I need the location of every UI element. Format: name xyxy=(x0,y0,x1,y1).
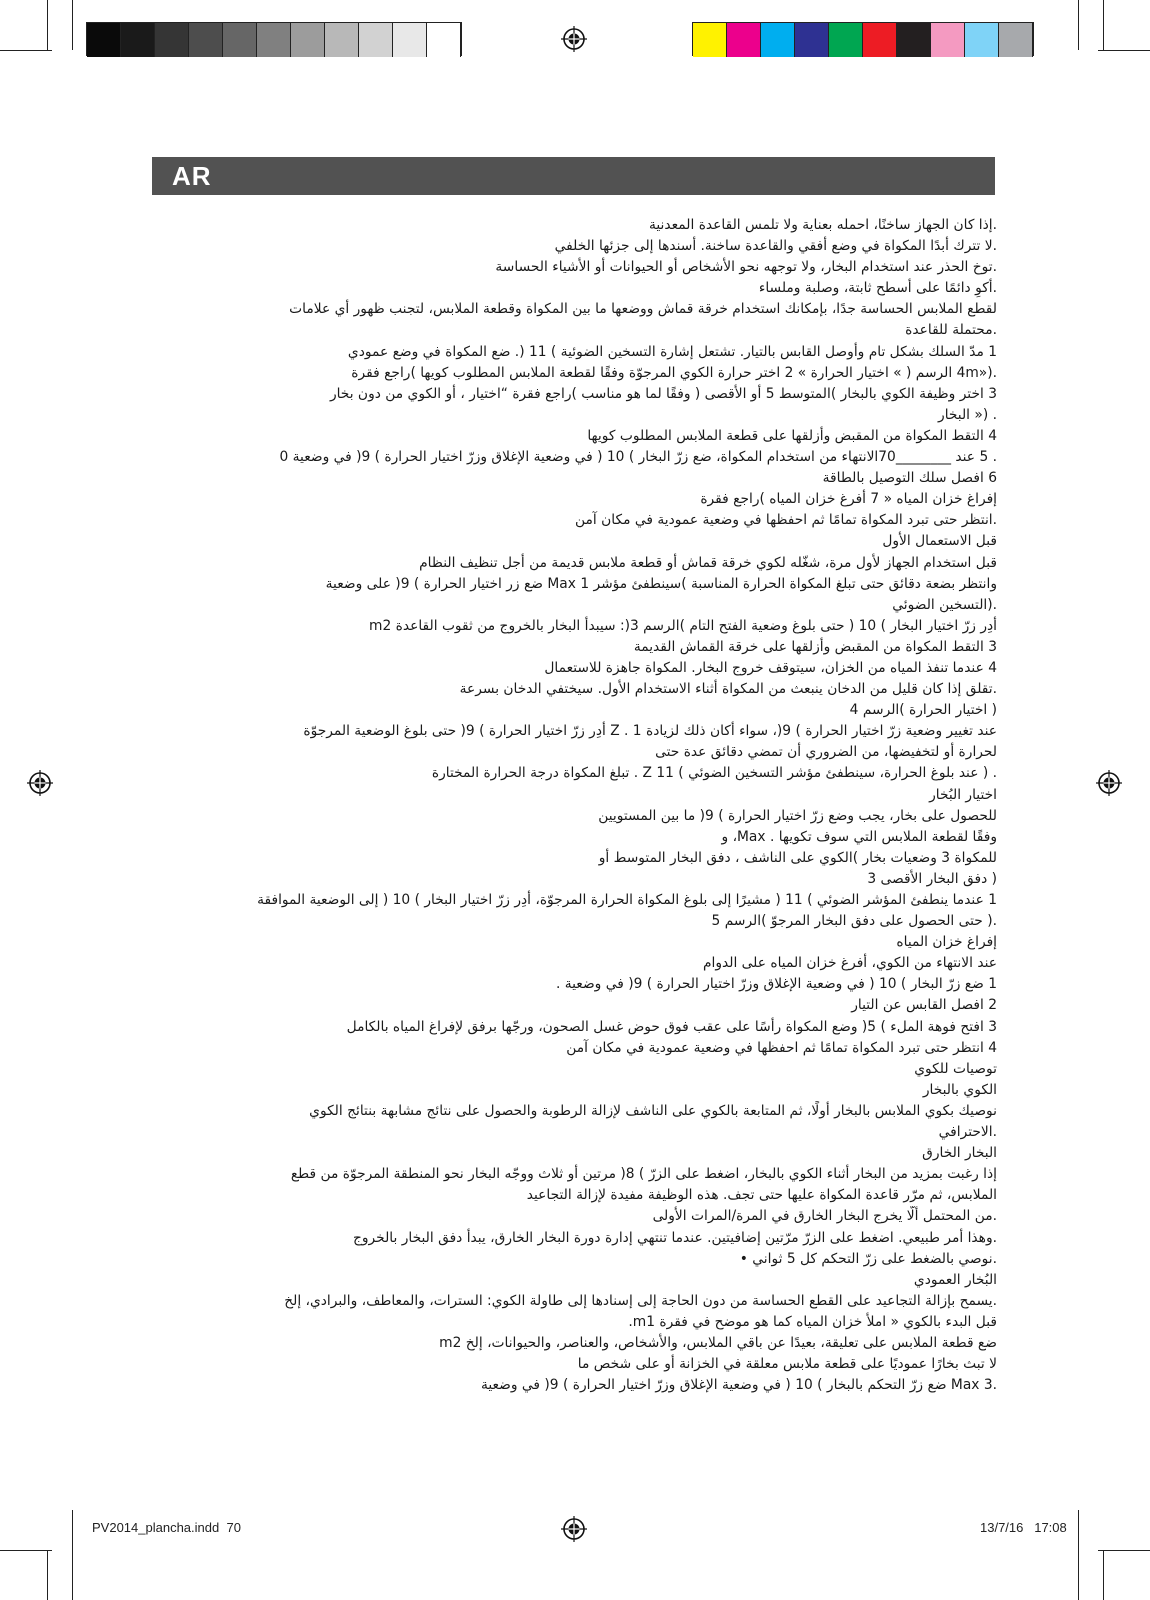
text-line: عند تغيير وضعية زرّ اختيار الحرارة ) 9(، سواء أكان ذلك لزيادة Z . 1 أدِر زرّ اختيار الحرارة ) 9( حتى بلوغ الوضعية المرجوّة xyxy=(303,723,997,740)
grayscale-swatch xyxy=(291,23,325,57)
text-line: 1 عندما ينطفئ المؤشر الضوئي ) 11 ( مشيرًا إلى بلوغ المكواة الحرارة المرجوّة، أدِر زرّ اختيار البخار ) 10 ( إلى الوضعية الموافقة xyxy=(257,892,997,908)
text-line: 4 التقط المكواة من المقبض وأزلقها على قطعة الملابس المطلوب كويها xyxy=(587,427,997,444)
text-line: إذا رغبت بمزيد من البخار أثناء الكوي بالبخار، اضغط على الزرّ ) 8( مرتين أو ثلاث ووجّه البخار نحو المنطقة المرجوّة من قطع xyxy=(290,1166,997,1183)
grayscale-swatch xyxy=(359,23,393,57)
text-line: إفراغ خزان المياه « 7 أفرغ خزان المياه )راجع فقرة xyxy=(700,491,997,508)
instructions-body xyxy=(232,215,997,1396)
text-line: .(التسخين الضوئي xyxy=(892,596,997,613)
process-color-swatch xyxy=(965,23,999,57)
footer-filename: PV2014_plancha.indd xyxy=(92,1520,220,1535)
footer-timestamp-group xyxy=(980,1520,1067,1535)
text-line: . ( عند بلوغ الحرارة، سينطفئ مؤشر التسخين الضوئي ) Z 11 . تبلغ المكواة درجة الحرارة المختارة xyxy=(431,765,997,782)
text-line: .محتملة للقاعدة xyxy=(905,322,997,339)
crop-mark-top-right-h xyxy=(1098,50,1150,51)
text-line: وانتظر بضعة دقائق حتى تبلغ المكواة الحرارة المناسبة )سينطفئ مؤشر Max 1 ضع زر اختيار الحرارة ) 9( على وضعية xyxy=(325,575,997,592)
text-line: إفراغ خزان المياه xyxy=(896,934,997,951)
grayscale-swatch xyxy=(87,23,121,57)
text-line: 3 التقط المكواة من المقبض وأزلقها على خرقة القماش القديمة xyxy=(633,638,997,655)
text-line: . (« البخار xyxy=(938,406,997,423)
text-line: ضع قطعة الملابس على تعليقة، بعيدًا عن باقي الملابس، والأشخاص، والعناصر، والحيوانات، إلخ m2 xyxy=(439,1334,997,1351)
text-line: قبل البدء بالكوي « املأ خزان المياه كما هو موضح في فقرة m1. xyxy=(628,1313,997,1330)
text-line: .الاحترافي xyxy=(938,1124,997,1141)
text-line: .( حتى الحصول على دفق البخار المرجوّ )الرسم 5 xyxy=(711,913,997,930)
text-line: اختيار البُخار xyxy=(929,786,997,803)
footer-filename-group xyxy=(92,1520,241,1535)
footer-page-number: 70 xyxy=(226,1520,241,1535)
footer-time: 17:08 xyxy=(1034,1520,1067,1535)
text-line: قبل الاستعمال الأول xyxy=(882,533,997,550)
footer-date: 13/7/16 xyxy=(980,1520,1024,1535)
text-line: .من المحتمل ألّا يخرج البخار الخارق في المرة/المرات الأولى xyxy=(652,1208,997,1225)
text-line: .(«4m الرسم ( » اختيار الحرارة » 2 اختر حرارة الكوي المرجوّة وفقًا لقطعة الملابس المطلوب كويها )راجع فقرة xyxy=(351,364,997,381)
process-color-swatch xyxy=(863,23,897,57)
text-line: الكوي بالبخار xyxy=(922,1081,997,1098)
crop-mark-bottom-left-v xyxy=(72,1510,73,1600)
text-line: لقطع الملابس الحساسة جدًا، بإمكانك استخدام خرقة قماش ووضعها ما بين المكواة وقطعة الملابس، لتجنب ظهور أي علامات xyxy=(289,301,997,318)
crop-mark-bottom-right-h xyxy=(1098,1550,1150,1551)
crop-mark-top-right-v2 xyxy=(1103,0,1104,50)
text-line: توصيات للكوي xyxy=(914,1060,997,1077)
process-color-swatch xyxy=(795,23,829,57)
grayscale-swatch xyxy=(121,23,155,57)
process-color-swatch xyxy=(897,23,931,57)
registration-mark-left xyxy=(27,770,53,796)
text-line: نوصيك بكوي الملابس بالبخار أولًا، ثم المتابعة بالكوي على الناشف لإزالة الرطوبة والحصول على نتائج مشابهة بنتائج الكوي xyxy=(309,1102,997,1119)
crop-mark-top-right-v xyxy=(1078,0,1079,50)
text-line: لحرارة أو لتخفيضها، من الضروري أن تمضي دقائق عدة حتى xyxy=(655,744,997,761)
text-line: 4 عندما تنفذ المياه من الخزان، سيتوقف خروج البخار. المكواة جاهزة للاستعمال xyxy=(544,659,997,676)
text-line: 3 افتح فوهة الملء ) 5( وضع المكواة رأسًا على عقب فوق حوض غسل الصحون، ورجّها برفق لإفراغ المياه بالكامل xyxy=(346,1018,997,1035)
text-line: البُخار العمودي xyxy=(913,1271,997,1288)
process-color-swatch xyxy=(761,23,795,57)
text-line: .انتظر حتى تبرد المكواة تمامًا ثم احفظها في وضعية عمودية في مكان آمن xyxy=(575,512,997,529)
grayscale-color-bar xyxy=(86,22,462,56)
grayscale-swatch xyxy=(257,23,291,57)
text-line: .توخ الحذر عند استخدام البخار، ولا توجهه نحو الأشخاص أو الحيوانات أو الأشياء الحساسة xyxy=(495,259,997,276)
text-line: .Max 3 ضع زرّ التحكم بالبخار ) 10 ( في وضعية الإغلاق وزرّ اختيار الحرارة ) 9( في وضعية xyxy=(480,1377,997,1394)
text-line: للحصول على بخار، يجب وضع زرّ اختيار الحرارة ) 9( ما بين المستويين xyxy=(598,807,997,824)
text-line: وفقًا لقطعة الملابس التي سوف تكويها . Max، و xyxy=(721,828,997,845)
text-line: البخار الخارق xyxy=(922,1145,997,1162)
text-line: 2 افصل القابس عن التيار xyxy=(851,997,997,1014)
language-code: AR xyxy=(172,161,212,191)
text-line: .تقلق إذا كان قليل من الدخان ينبعث من المكواة أثناء الاستخدام الأول. سيختفي الدخان بسرعة xyxy=(459,681,997,698)
text-line: . 5 عند ________70الانتهاء من استخدام المكواة، ضع زرّ البخار ) 10 ( في وضعية الإغلاق وزرّ اختيار الحرارة ) 9( في وضعية 0 xyxy=(279,449,997,466)
text-line: ( دفق البخار الأقصى 3 xyxy=(867,870,997,887)
crop-mark-top-left-v2 xyxy=(72,0,73,50)
text-line: أدِر زرّ اختيار البخار ) 10 ( حتى بلوغ وضعية الفتح التام )الرسم 3(: سيبدأ البخار بالخروج من ثقوب القاعدة m2 xyxy=(369,617,997,634)
text-line: 3 اختر وظيفة الكوي بالبخار )المتوسط 5 أو الأقصى ( وفقًا لما هو مناسب )راجع فقرة “اختيار ، أو الكوي من دون بخار xyxy=(329,385,997,402)
text-line: عند الانتهاء من الكوي، أفرغ خزان المياه على الدوام xyxy=(702,955,997,972)
grayscale-swatch xyxy=(223,23,257,57)
process-color-swatch xyxy=(931,23,965,57)
text-line: 1 ضع زرّ البخار ) 10 ( في وضعية الإغلاق وزرّ اختيار الحرارة ) 9( في وضعية . xyxy=(555,976,997,993)
text-line: لا تبث بخارًا عموديًا على قطعة ملابس معلقة في الخزانة أو على شخص ما xyxy=(577,1356,997,1373)
text-line: .إذا كان الجهاز ساخنًا، احمله بعناية ولا تلمس القاعدة المعدنية xyxy=(649,217,997,233)
text-line: .لا تترك أبدًا المكواة في وضع أفقي والقاعدة ساخنة. أسندها إلى جزئها الخلفي xyxy=(554,238,997,255)
text-line: 4 انتظر حتى تبرد المكواة تمامًا ثم احفظها في وضعية عمودية في مكان آمن xyxy=(566,1039,997,1056)
text-line: .وهذا أمر طبيعي. اضغط على الزرّ مرّتين إضافيتين. عندما تنتهي إدارة دورة البخار الخارق، يبدأ دفق البخار بالخروج xyxy=(352,1229,997,1246)
text-line: .نوصي بالضغط على زرّ التحكم كل 5 ثواني • xyxy=(739,1250,997,1267)
text-line: .أكوِ دائمًا على أسطح ثابتة، وصلبة وملساء xyxy=(758,280,997,297)
crop-mark-bottom-right-v2 xyxy=(1103,1550,1104,1600)
grayscale-swatch xyxy=(393,23,427,57)
text-line: .يسمح بإزالة التجاعيد على القطع الحساسة من دون الحاجة إلى إسنادها إلى طاولة الكوي: السترات، والمعاطف، والبرادي، إلخ xyxy=(284,1292,997,1309)
grayscale-swatch xyxy=(155,23,189,57)
process-color-swatch xyxy=(829,23,863,57)
process-color-swatch xyxy=(999,23,1033,57)
crop-mark-top-left-v xyxy=(47,0,48,50)
registration-mark-top xyxy=(561,26,587,52)
text-line: 6 افصل سلك التوصيل بالطاقة xyxy=(822,470,997,487)
registration-mark-bottom xyxy=(561,1516,587,1542)
grayscale-swatch xyxy=(189,23,223,57)
text-line: للمكواة 3 وضعيات بخار )الكوي على الناشف ، دفق البخار المتوسط أو xyxy=(598,849,997,866)
grayscale-swatch xyxy=(427,23,461,57)
registration-mark-right xyxy=(1096,770,1122,796)
text-line: ( اختيار الحرارة )الرسم 4 xyxy=(849,702,997,719)
grayscale-swatch xyxy=(325,23,359,57)
text-line: الملابس، ثم مرّر قاعدة المكواة عليها حتى تجف. هذه الوظيفة مفيدة لإزالة التجاعيد xyxy=(526,1187,997,1204)
text-line: قبل استخدام الجهاز لأول مرة، شغّله لكوي خرقة قماش أو قطعة ملابس قديمة من أجل تنظيف النظام xyxy=(419,554,997,571)
language-header-band xyxy=(152,157,995,195)
process-color-bar xyxy=(692,22,1034,56)
process-color-swatch xyxy=(727,23,761,57)
crop-mark-bottom-left-v2 xyxy=(47,1550,48,1600)
crop-mark-bottom-left-h xyxy=(0,1550,52,1551)
text-line: 1 مدّ السلك بشكل تام وأوصل القابس بالتيار. تشتعل إشارة التسخين الضوئية ) 11 (. ضع المكواة في وضع عمودي xyxy=(347,343,997,360)
process-color-swatch xyxy=(693,23,727,57)
crop-mark-bottom-right-v xyxy=(1078,1510,1079,1600)
crop-mark-top-left-h xyxy=(0,50,52,51)
